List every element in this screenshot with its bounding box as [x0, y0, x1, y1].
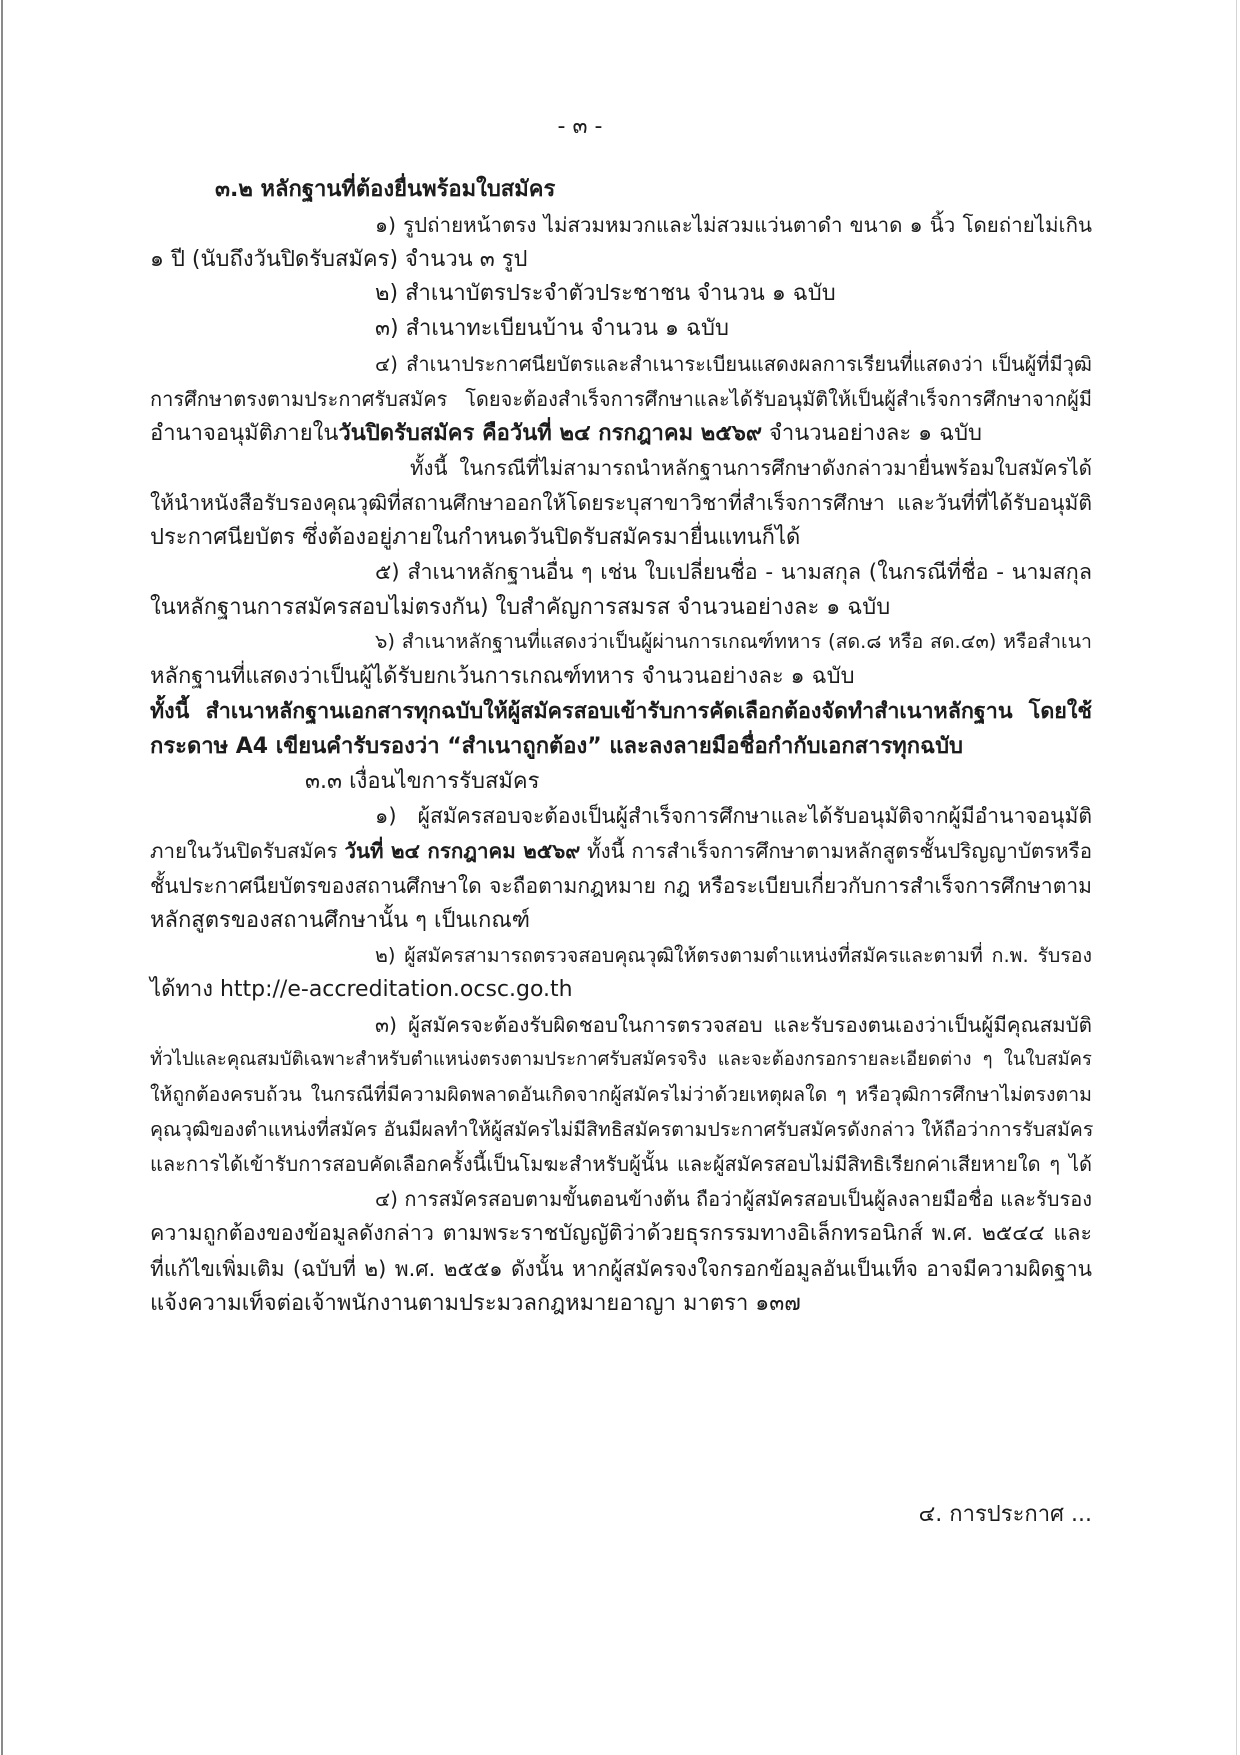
- s33-item-2-line-1: ๒) ผู้สมัครสามารถตรวจสอบคุณวุฒิให้ตรงตามตำแหน่งที่สมัครและตามที่ ก.พ. รับรอง: [375, 944, 1092, 967]
- s33-item-1-deadline-bold: วันที่ ๒๔ กรกฎาคม ๒๕๖๙: [344, 839, 581, 863]
- s33-item-1-line-2-text: ภายในวันปิดรับสมัคร: [150, 839, 345, 863]
- scan-edge-left: [1, 0, 3, 1755]
- s32-item-4-line-3: [150, 420, 1092, 448]
- page-number: - ๓ -: [557, 114, 603, 139]
- s33-item-2-line-2: ได้ทาง http://e-accreditation.ocsc.go.th: [150, 977, 573, 1002]
- s32-item-2-line-1: ๒) สำเนาบัตรประจำตัวประชาชน จำนวน ๑ ฉบับ: [375, 281, 836, 306]
- section-3-2-heading: ๓.๒ หลักฐานที่ต้องยื่นพร้อมใบสมัคร: [215, 177, 556, 202]
- s33-item-3-line-3: ให้ถูกต้องครบถ้วน ในกรณีที่มีความผิดพลาดอันเกิดจากผู้สมัครไม่ว่าด้วยเหตุผลใด ๆ หรือวุฒิการศึกษาไม่ตรงตาม: [150, 1083, 1092, 1106]
- s32-notice-line-2: กระดาษ A4 เขียนคำรับรองว่า “สำเนาถูกต้อง” และลงลายมือชื่อกำกับเอกสารทุกฉบับ: [150, 734, 964, 759]
- s33-item-1-line-4: หลักสูตรของสถานศึกษานั้น ๆ เป็นเกณฑ์: [150, 908, 531, 933]
- s33-item-1-line-2-tail: ทั้งนี้ การสำเร็จการศึกษาตามหลักสูตรชั้นปริญญาบัตรหรือ: [580, 839, 1093, 863]
- s32-item-1-line-2: ๑ ปี (นับถึงวันปิดรับสมัคร) จำนวน ๓ รูป: [150, 247, 528, 272]
- s32-item-4-note-line-1: ทั้งนี้ ในกรณีที่ไม่สามารถนำหลักฐานการศึกษาดังกล่าวมายื่นพร้อมใบสมัครได้: [410, 456, 1092, 480]
- s32-item-4-line-1: ๔) สำเนาประกาศนียบัตรและสำเนาระเบียนแสดงผลการเรียนที่แสดงว่า เป็นผู้ที่มีวุฒิ: [375, 352, 1092, 376]
- s33-item-3-line-5: และการได้เข้ารับการสอบคัดเลือกครั้งนี้เป็นโมฆะสำหรับผู้นั้น และผู้สมัครสอบไม่มีสิทธิเรียกค่าเสียหายใด ๆ ได้: [150, 1152, 1092, 1176]
- s33-item-4-line-2: ความถูกต้องของข้อมูลดังกล่าว ตามพระราชบัญญัติว่าด้วยธุรกรรมทางอิเล็กทรอนิกส์ พ.ศ. ๒๕๔๔ และ: [150, 1221, 1092, 1246]
- s33-item-4-line-3: ที่แก้ไขเพิ่มเติม (ฉบับที่ ๒) พ.ศ. ๒๕๕๑ ดังนั้น หากผู้สมัครจงใจกรอกข้อมูลอันเป็นเท็จ อาจมีความผิดฐาน: [150, 1257, 1092, 1281]
- s32-item-4-note-line-3: ประกาศนียบัตร ซึ่งต้องอยู่ภายในกำหนดวันปิดรับสมัครมายื่นแทนก็ได้: [150, 525, 801, 550]
- s33-item-4-line-4: แจ้งความเท็จต่อเจ้าพนักงานตามประมวลกฎหมายอาญา มาตรา ๑๓๗: [150, 1291, 801, 1316]
- continuation-footer: ๔. การประกาศ ...: [918, 1502, 1092, 1527]
- s32-notice-line-1: ทั้งนี้ สำเนาหลักฐานเอกสารทุกฉบับให้ผู้สมัครสอบเข้ารับการคัดเลือกต้องจัดทำสำเนาหลักฐาน โดยใช้: [150, 699, 1092, 724]
- s32-item-5-line-1: ๕) สำเนาหลักฐานอื่น ๆ เช่น ใบเปลี่ยนชื่อ - นามสกุล (ในกรณีที่ชื่อ - นามสกุล: [375, 560, 1092, 585]
- s32-item-4-note-line-2: ให้นำหนังสือรับรองคุณวุฒิที่สถานศึกษาออกให้โดยระบุสาขาวิชาที่สำเร็จการศึกษา และวันที่ที่ได้รับอนุมัติ: [150, 491, 1092, 515]
- s32-item-5-line-2: ในหลักฐานการสมัครสอบไม่ตรงกัน) ใบสำคัญการสมรส จำนวนอย่างละ ๑ ฉบับ: [150, 595, 891, 620]
- s33-item-3-line-4: คุณวุฒิของตำแหน่งที่สมัคร อันมีผลทำให้ผู้สมัครไม่มีสิทธิสมัครตามประกาศรับสมัครดังกล่าว ให้ถือว่าการรับสมัคร: [150, 1118, 1094, 1141]
- s32-item-4-line-3-text: อำนาจอนุมัติภายใน: [150, 421, 339, 446]
- s32-item-4-deadline-bold: วันปิดรับสมัคร คือวันที่ ๒๔ กรกฎาคม ๒๕๖๙: [338, 421, 762, 446]
- s33-item-1-line-1: ๑) ผู้สมัครสอบจะต้องเป็นผู้สำเร็จการศึกษาและได้รับอนุมัติจากผู้มีอำนาจอนุมัติ: [375, 804, 1092, 828]
- s33-item-4-line-1: ๔) การสมัครสอบตามขั้นตอนข้างต้น ถือว่าผู้สมัครสอบเป็นผู้ลงลายมือชื่อ และรับรอง: [375, 1187, 1092, 1211]
- s33-item-1-line-3: ชั้นประกาศนียบัตรของสถานศึกษาใด จะถือตามกฎหมาย กฎ หรือระเบียบเกี่ยวกับการสำเร็จการศึกษาตาม: [150, 874, 1092, 898]
- s32-item-6-line-2: หลักฐานที่แสดงว่าเป็นผู้ได้รับยกเว้นการเกณฑ์ทหาร จำนวนอย่างละ ๑ ฉบับ: [150, 664, 855, 689]
- s32-item-1-line-1: ๑) รูปถ่ายหน้าตรง ไม่สวมหมวกและไม่สวมแว่นตาดำ ขนาด ๑ นิ้ว โดยถ่ายไม่เกิน: [375, 213, 1092, 237]
- s33-item-3-line-1: ๓) ผู้สมัครจะต้องรับผิดชอบในการตรวจสอบ และรับรองตนเองว่าเป็นผู้มีคุณสมบัติ: [375, 1013, 1092, 1037]
- scan-edge-right: [1236, 0, 1237, 1755]
- section-3-3-heading: ๓.๓ เงื่อนไขการรับสมัคร: [305, 769, 540, 794]
- s32-item-3-line-1: ๓) สำเนาทะเบียนบ้าน จำนวน ๑ ฉบับ: [375, 316, 729, 341]
- s33-item-3-line-2: ทั่วไปและคุณสมบัติเฉพาะสำหรับตำแหน่งตรงตามประกาศรับสมัครจริง และจะต้องกรอกรายละเอียดต่าง ๆ ในใบสมัคร: [150, 1049, 1092, 1070]
- s32-item-4-line-2: การศึกษาตรงตามประกาศรับสมัคร โดยจะต้องสำเร็จการศึกษาและได้รับอนุมัติให้เป็นผู้สำเร็จการศึกษาจากผู้มี: [150, 387, 1092, 411]
- s32-item-4-line-3-tail: จำนวนอย่างละ ๑ ฉบับ: [761, 421, 983, 446]
- s33-item-1-line-2: [150, 837, 1092, 865]
- s32-item-6-line-1: ๖) สำเนาหลักฐานที่แสดงว่าเป็นผู้ผ่านการเกณฑ์ทหาร (สด.๘ หรือ สด.๔๓) หรือสำเนา: [375, 630, 1092, 653]
